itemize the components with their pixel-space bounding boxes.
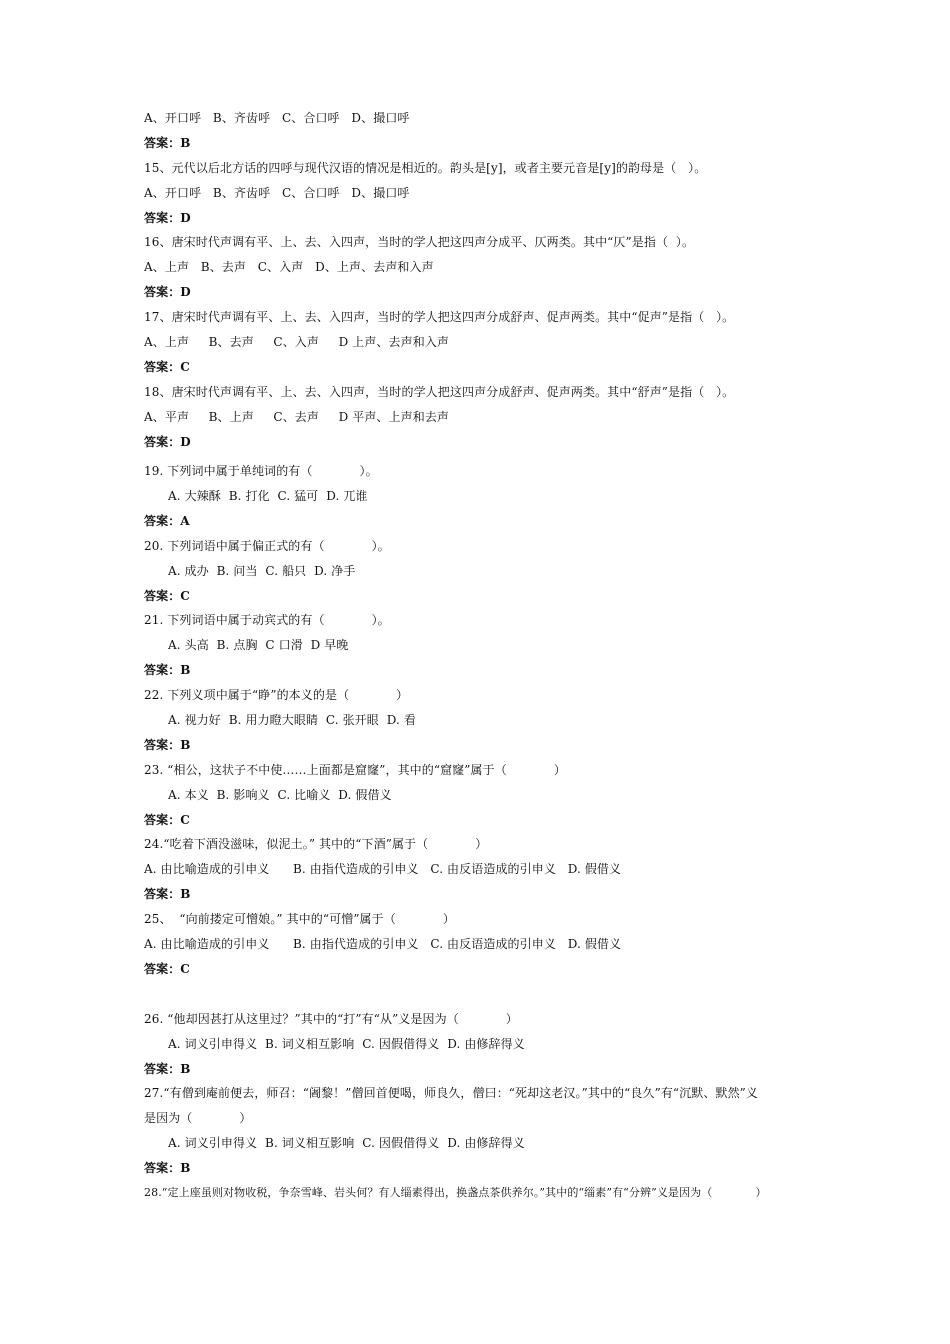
options-26: A. 词义引申得义 B. 词义相互影响 C. 因假借得义 D. 由修辞得义 xyxy=(168,1037,525,1051)
question-21: 21. 下列词语中属于动宾式的有（ ）。 xyxy=(144,613,390,627)
answer-16: 答案：D xyxy=(144,285,191,299)
answer-22: 答案：B xyxy=(144,738,191,752)
question-17: 17、唐宋时代声调有平、上、去、入四声，当时的学人把这四声分成舒声、促声两类。其中“促声”是指（ ）。 xyxy=(144,310,735,324)
question-18: 18、唐宋时代声调有平、上、去、入四声，当时的学人把这四声分成舒声、促声两类。其中“舒声”是指（ ）。 xyxy=(144,385,735,399)
answer-19: 答案：A xyxy=(144,514,190,528)
answer-23: 答案：C xyxy=(144,813,190,827)
answer-21: 答案：B xyxy=(144,663,191,677)
question-24: 24.“吃着下酒没滋味，似泥土。” 其中的“下酒”属于（ ） xyxy=(144,837,488,851)
answer-line: 答案：B xyxy=(144,136,191,150)
question-27: 27.“有僧到庵前便去，师召：“阇黎！”僧回首便喝，师良久，僧曰：“死却这老汉。”其中的“良久”有“沉默、默然”义 xyxy=(144,1086,759,1100)
question-20: 20. 下列词语中属于偏正式的有（ ）。 xyxy=(144,539,390,553)
options-25: A. 由比喻造成的引申义 B. 由指代造成的引申义 C. 由反语造成的引申义 D. 假借义 xyxy=(144,937,622,951)
answer-18: 答案：D xyxy=(144,435,191,449)
answer-26: 答案：B xyxy=(144,1062,191,1076)
question-23: 23. “相公，这状子不中使……上面都是窟窿”，其中的“窟窿”属于（ ） xyxy=(144,763,566,777)
answer-24: 答案：B xyxy=(144,887,191,901)
options-16: A、上声 B、去声 C、入声 D、上声、去声和入声 xyxy=(144,260,434,274)
options-15: A、开口呼 B、齐齿呼 C、合口呼 D、撮口呼 xyxy=(144,186,410,200)
options-23: A. 本义 B. 影响义 C. 比喻义 D. 假借义 xyxy=(168,788,392,802)
answer-20: 答案：C xyxy=(144,589,190,603)
options-27: A. 词义引申得义 B. 词义相互影响 C. 因假借得义 D. 由修辞得义 xyxy=(168,1136,525,1150)
question-25: 25、 “向前搂定可憎娘。” 其中的“可憎”属于（ ） xyxy=(144,912,455,926)
options-24: A. 由比喻造成的引申义 B. 由指代造成的引申义 C. 由反语造成的引申义 D. 假借义 xyxy=(144,862,622,876)
question-28: 28.“定上座虽则对物收税，争奈雪峰、岩头何？有人缁素得出，换盏点茶供养尔。”其中的“缁素”有“分辨”义是因为（ ） xyxy=(144,1186,767,1199)
answer-17: 答案：C xyxy=(144,360,190,374)
options-21: A. 头高 B. 点胸 C 口滑 D 早晚 xyxy=(168,638,349,652)
question-19: 19. 下列词中属于单纯词的有（ ）。 xyxy=(144,464,378,478)
answer-15: 答案：D xyxy=(144,211,191,225)
question-27-cont: 是因为（ ） xyxy=(144,1111,252,1125)
options-19: A. 大辣酥 B. 打化 C. 猛可 D. 兀谁 xyxy=(168,489,368,503)
options-17: A、上声 B、去声 C、入声 D 上声、去声和入声 xyxy=(144,335,450,349)
answer-27: 答案：B xyxy=(144,1161,191,1175)
options-18: A、平声 B、上声 C、去声 D 平声、上声和去声 xyxy=(144,410,450,424)
answer-25: 答案：C xyxy=(144,962,190,976)
options-20: A. 成办 B. 问当 C. 船只 D. 净手 xyxy=(168,564,356,578)
options-22: A. 视力好 B. 用力瞪大眼睛 C. 张开眼 D. 看 xyxy=(168,713,416,727)
question-15: 15、元代以后北方话的四呼与现代汉语的情况是相近的。韵头是[y]，或者主要元音是[y]的韵母是（ ）。 xyxy=(144,161,707,175)
options-line: A、开口呼 B、齐齿呼 C、合口呼 D、撮口呼 xyxy=(144,111,410,125)
question-22: 22. 下列义项中属于“睁”的本义的是（ ） xyxy=(144,688,409,702)
question-26: 26. “他却因甚打从这里过？”其中的“打”有“从”义是因为（ ） xyxy=(144,1012,518,1026)
question-16: 16、唐宋时代声调有平、上、去、入四声，当时的学人把这四声分成平、仄两类。其中“仄”是指（ ）。 xyxy=(144,235,695,249)
